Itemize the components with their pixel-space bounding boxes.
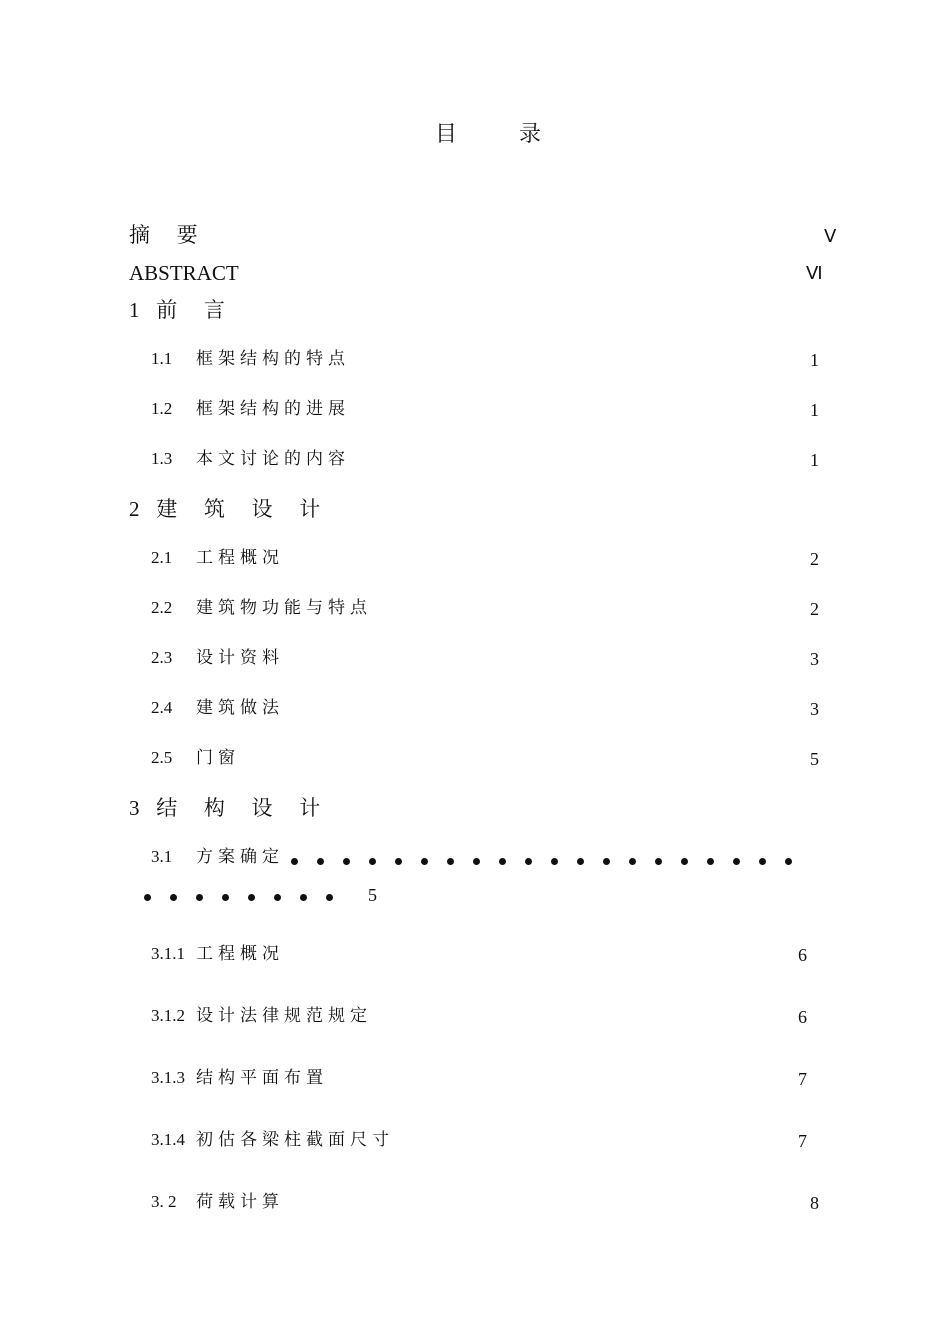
toc-entry-1-1[interactable] (151, 350, 350, 368)
toc-entry-2-4[interactable] (151, 699, 284, 717)
toc-entry-2-5[interactable] (151, 749, 240, 767)
section-label: 初估各梁柱截面尺寸 (196, 1130, 394, 1150)
section-number: 1.3 (151, 449, 173, 468)
toc-entry-3-2[interactable] (151, 1193, 284, 1211)
toc-page-number: 3 (810, 649, 819, 669)
toc-page-number: 6 (798, 1007, 807, 1027)
toc-page-number: 6 (798, 945, 807, 965)
chapter-label: 结 构 设 计 (156, 796, 331, 820)
section-number: 1.1 (151, 349, 173, 368)
chapter-number: 1 (129, 298, 140, 322)
toc-page-number: 1 (810, 350, 819, 370)
toc-page-number: 7 (798, 1131, 807, 1151)
title-char-left: 目 (434, 122, 457, 147)
toc-page-number: Ⅵ (806, 263, 823, 283)
toc-entry-3-1-3[interactable] (151, 1069, 328, 1087)
toc-entry-3-1-1[interactable] (151, 945, 284, 963)
toc-entry-1-2[interactable] (151, 400, 350, 418)
toc-page-number: 3 (810, 699, 819, 719)
section-label: 工程概况 (196, 548, 284, 568)
title-char-right: 录 (519, 122, 542, 147)
section-number: 2.1 (151, 548, 173, 567)
toc-page-number: 1 (810, 400, 819, 420)
toc-page-number: 5 (368, 885, 377, 905)
toc-entry-1-3[interactable] (151, 450, 350, 468)
section-number: 3.1.1 (151, 944, 185, 963)
chapter-number: 2 (129, 497, 140, 521)
chapter-label: 建 筑 设 计 (156, 497, 331, 521)
toc-chapter-3[interactable] (129, 798, 330, 819)
section-label: 设计法律规范规定 (196, 1006, 372, 1026)
toc-page-number: 1 (810, 450, 819, 470)
chapter-number: 3 (129, 796, 140, 820)
toc-entry-2-2[interactable] (151, 599, 372, 617)
toc-chapter-1[interactable] (129, 300, 235, 321)
section-label: 结构平面布置 (196, 1068, 328, 1088)
toc-page-number: 8 (810, 1193, 819, 1213)
section-number: 2.3 (151, 648, 173, 667)
toc-page-number: Ⅴ (824, 226, 837, 246)
section-label: 方案确定 (196, 847, 284, 867)
section-number: 3.1.2 (151, 1006, 185, 1025)
toc-entry-2-3[interactable] (151, 649, 284, 667)
toc-entry-2-1[interactable] (151, 549, 284, 567)
toc-entry-3-1-4[interactable] (151, 1131, 394, 1149)
toc-entry-3-1-2[interactable] (151, 1007, 372, 1025)
toc-page-number: 5 (810, 749, 819, 769)
toc-page-number: 7 (798, 1069, 807, 1089)
dot-leader-line-1 (291, 853, 811, 870)
section-label: 设计资料 (196, 648, 284, 668)
section-label: 框架结构的特点 (196, 349, 350, 369)
toc-entry-label: 摘 要 (129, 223, 208, 247)
section-number: 3. 2 (151, 1192, 177, 1211)
section-label: 门窗 (196, 748, 240, 768)
section-number: 2.2 (151, 598, 173, 617)
toc-page-number: 2 (810, 549, 819, 569)
toc-page-number: 2 (810, 599, 819, 619)
section-number: 3.1.4 (151, 1130, 185, 1149)
toc-entry-3-1[interactable] (151, 848, 284, 866)
section-label: 框架结构的进展 (196, 399, 350, 419)
dot-leader-line-2 (144, 889, 352, 906)
page-title (0, 124, 950, 146)
toc-chapter-2[interactable] (129, 499, 330, 520)
section-number: 2.5 (151, 748, 173, 767)
section-label: 本文讨论的内容 (196, 449, 350, 469)
section-label: 工程概况 (196, 944, 284, 964)
section-number: 3.1 (151, 847, 173, 866)
section-label: 荷载计算 (196, 1192, 284, 1212)
section-number: 1.2 (151, 399, 173, 418)
chapter-label: 前 言 (156, 298, 235, 322)
section-number: 2.4 (151, 698, 173, 717)
section-label: 建筑物功能与特点 (196, 598, 372, 618)
section-label: 建筑做法 (196, 698, 284, 718)
toc-entry-abstract-en[interactable]: ABSTRACT (129, 261, 239, 285)
section-number: 3.1.3 (151, 1068, 185, 1087)
toc-entry-abstract-cn[interactable] (129, 225, 208, 246)
